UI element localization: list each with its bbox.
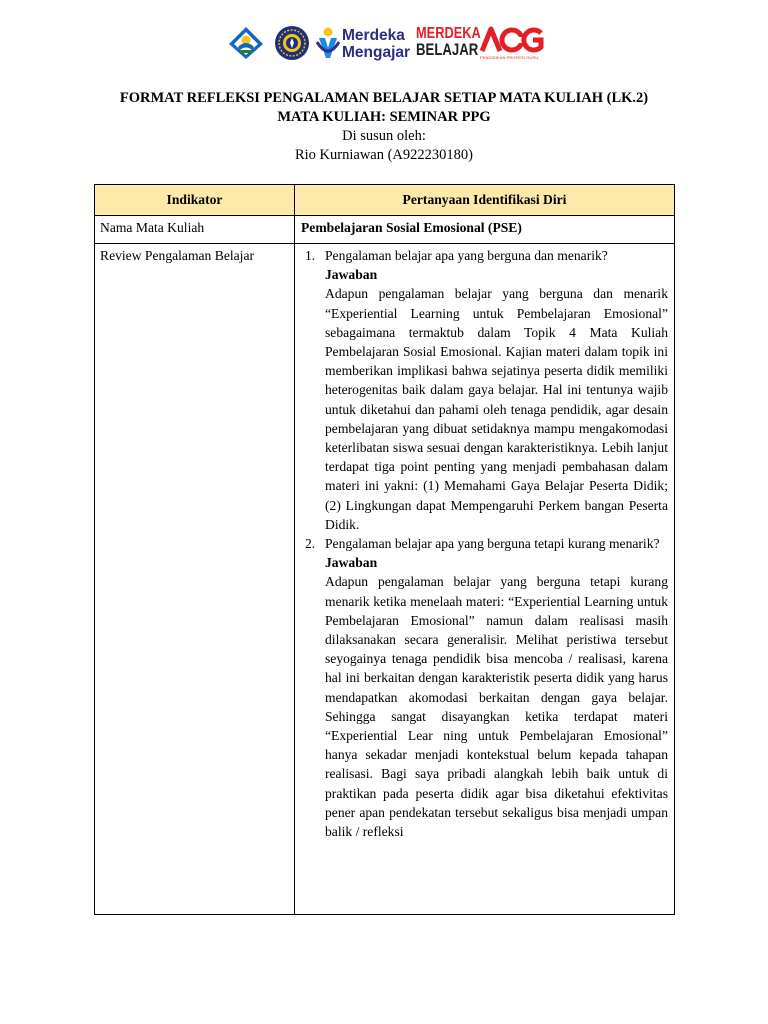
header-indikator: Indikator [95,185,295,216]
question-item [301,534,668,841]
tut-wuri-handayani-logo [228,26,264,60]
author-name: Rio Kurniawan (A922230180) [294,147,473,163]
question-item [301,246,668,534]
table-header-row [95,185,675,216]
question-number: 1. [305,248,316,263]
merdeka-belajar-logo [416,25,481,63]
answer-text: Adapun pengalaman belajar yang berguna tetapi kurang menarik ketika menelaah materi: “Experiential Learning untuk Pembelajaran Emosional” namun dalam realisasi masih dilaksanakan secara generalisir. Melihat peristiwa tersebut seyogainya tenaga pendidik bisa mencoba / realisasi, karena hal ini berkaitan dengan karakteristik peserta didik yang harus mendapatkan akomodasi berkaitan dengan gaya belajar. Sehingga sangat disayangkan ketika terdapat materi “Experiential Lear ning untuk Pembelajaran Emosional” hanya sekadar menjadi kontekstual belum kepada tahapan realisasi. Bagi saya pribadi alangkah lebih baik untuk di praktikan pada peserta didik agar bisa diketahui efektivitas pener apan pendekatan tersebut sekaligus bisa menjadi umpan balik / refleksi [325,574,668,840]
document-subtitle: MATA KULIAH: SEMINAR PPG [277,109,491,125]
course-value: Pembelajaran Sosial Emosional (PSE) [295,216,675,244]
course-label: Nama Mata Kuliah [95,216,295,244]
question-number: 2. [305,536,316,552]
ppg-subtitle: PENDIDIKAN PROFESI GURU [480,55,539,60]
merdeka-mengajar-logo [315,26,415,62]
table-row-course [95,216,675,244]
document-title: FORMAT REFLEKSI PENGALAMAN BELAJAR SETIAP MATA KULIAH (LK.2) [119,90,649,106]
compiled-by-label: Di susun oleh: [342,128,426,144]
answer-text: Adapun pengalaman belajar yang berguna dan menarik “Experiential Learning untuk Pembelajaran Emosional” sebagaimana termaktub dalam Topik 4 Mata Kuliah Pembelajaran Sosial Emosional. Kajian materi dalam topik ini memberikan implikasi bahwa sejatinya peserta didik memiliki heterogenitas baik dalam gaya belajar. Hal ini tentunya wajib untuk diketahui dan pahami oleh tenaga pendidik, agar desain pembelajaran yang dibuat setidaknya mampu mengakomodasi keterlibatan siswa sesuai dengan karakteristiknya. Lebih lanjut terdapat tiga point penting yang menjadi pembahasan dalam materi ini yakni: (1) Memahami Gaya Belajar Peserta Didik; (2) Lingkungan dapat Mempengaruhi Perkem bangan Peserta Didik. [325,286,668,532]
answer-label: Jawaban [325,555,378,571]
document-heading [0,89,768,165]
merdeka-belajar-line2: BELAJAR [416,41,479,59]
merdeka-mengajar-wordmark: Merdeka Mengajar [342,27,411,61]
ppg-logo [480,25,544,63]
answer-label: Jawaban [325,267,378,283]
question-text: Pengalaman belajar apa yang berguna dan menarik? [325,248,608,263]
table-row-review [95,244,675,915]
university-seal-logo [274,25,310,61]
reflection-table [94,184,675,915]
merdeka-belajar-line1: MERDEKA [416,25,481,42]
review-content [295,244,675,915]
header-pertanyaan: Pertanyaan Identifikasi Diri [295,185,675,216]
logo-strip [226,24,546,64]
question-text: Pengalaman belajar apa yang berguna tetapi kurang menarik? [325,536,660,552]
review-label: Review Pengalaman Belajar [95,244,295,915]
